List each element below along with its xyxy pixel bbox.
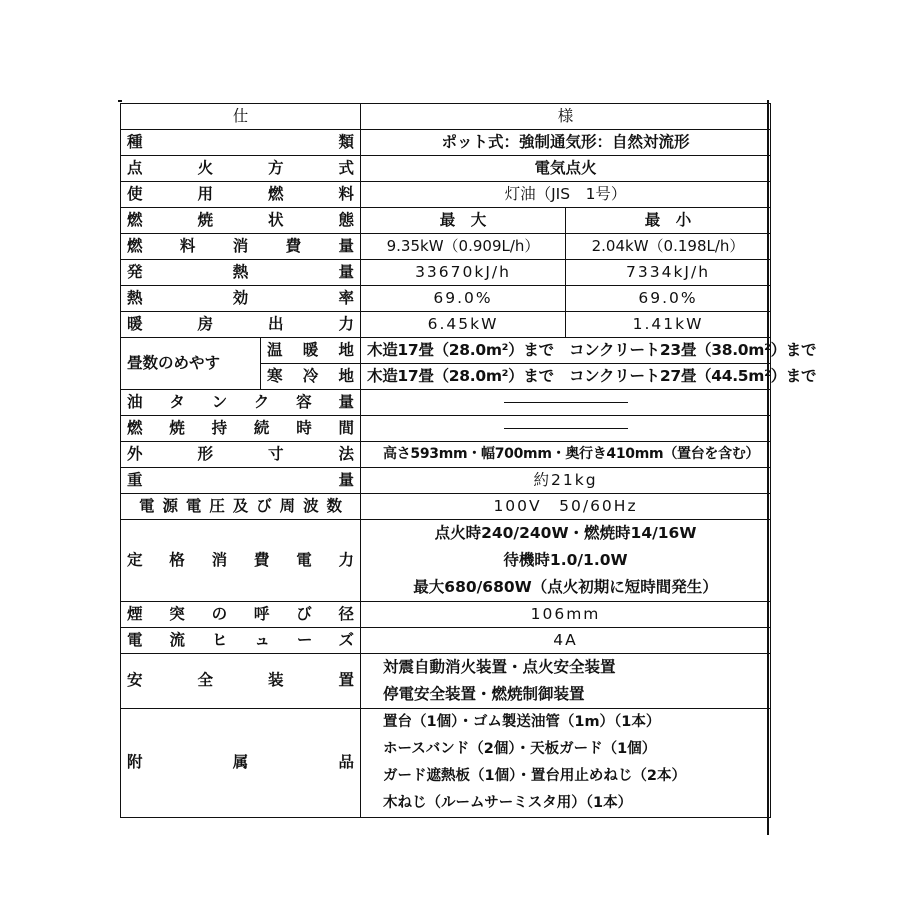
- dash-line: [504, 428, 628, 430]
- value-efficiency-max: 69.0%: [361, 286, 566, 312]
- label-dimensions: 外形寸法: [121, 442, 361, 468]
- row-heat-output: [121, 260, 771, 286]
- value-weight: 約21kg: [361, 468, 771, 494]
- row-fuel: [121, 182, 771, 208]
- row-tank: [121, 390, 771, 416]
- label-weight: 重量: [121, 468, 361, 494]
- spec-table: [120, 103, 817, 818]
- accessories-label-char-3: 品: [338, 753, 355, 772]
- value-tank: [361, 390, 771, 416]
- stray-mark: [118, 100, 122, 102]
- safety-line-1: 対震自動消火装置・点火安全装置: [383, 658, 616, 676]
- accessories-line-3: ガード遮熱板（1個）・置台用止めねじ（2本）: [383, 768, 686, 784]
- value-fuel: 灯油（JIS 1号）: [361, 182, 771, 208]
- label-heat-output: 発熱量: [121, 260, 361, 286]
- value-heating-output-max: 6.45kW: [361, 312, 566, 338]
- label-fuel-consumption: 燃料消費量: [121, 234, 361, 260]
- label-kind: 種類: [121, 130, 361, 156]
- row-rated-power: [121, 520, 771, 602]
- value-fuel-consumption-min: 2.04kW（0.198L/h）: [566, 234, 771, 260]
- value-combustion-min: 最 小: [566, 208, 771, 234]
- row-kind: [121, 130, 771, 156]
- label-combustion: 燃焼状態: [121, 208, 361, 234]
- row-safety: [121, 654, 771, 709]
- rated-power-line-1: 点火時240/240W・燃焼時14/16W: [434, 524, 697, 542]
- label-fuse: 電流ヒューズ: [121, 628, 361, 654]
- row-fuel-consumption: [121, 234, 771, 260]
- value-power-supply: 100V 50/60Hz: [361, 494, 771, 520]
- label-burn-time: 燃焼持続時間: [121, 416, 361, 442]
- safety-line-2: 停電安全装置・燃焼制御装置: [383, 685, 585, 703]
- value-burn-time: [361, 416, 771, 442]
- label-ignition: 点火方式: [121, 156, 361, 182]
- value-dimensions: 高さ593mm・幅700mm・奥行き410mm（置台を含む）: [361, 442, 771, 468]
- accessories-label-char-1: 附: [127, 753, 143, 772]
- label-rated-power: 定格消費電力: [121, 520, 361, 602]
- row-burn-time: [121, 416, 771, 442]
- row-efficiency: [121, 286, 771, 312]
- accessories-label-char-2: 属: [232, 753, 249, 772]
- row-dimensions: [121, 442, 771, 468]
- value-combustion-max: 最 大: [361, 208, 566, 234]
- value-rated-power: [361, 520, 771, 602]
- value-heat-output-min: 7334kJ/h: [566, 260, 771, 286]
- accessories-line-2: ホースバンド（2個）・天板ガード（1個）: [383, 741, 657, 757]
- header-spec-left: 仕: [121, 104, 361, 130]
- label-heating-output: 暖房出力: [121, 312, 361, 338]
- rated-power-line-2: 待機時1.0/1.0W: [503, 551, 628, 569]
- value-warm-region: 木造17畳（28.0m²）まで コンクリート23畳（38.0m²）まで: [361, 338, 771, 364]
- label-cold-region: 寒冷地: [261, 364, 361, 390]
- row-fuse: [121, 628, 771, 654]
- header-spec-right: 様: [361, 104, 771, 130]
- value-ignition: 電気点火: [361, 156, 771, 182]
- row-accessories: [121, 709, 771, 818]
- label-tank: 油タンク容量: [121, 390, 361, 416]
- label-safety: 安全装置: [121, 654, 361, 709]
- value-accessories: [361, 709, 771, 818]
- label-room-guide: 畳数のめやす: [121, 338, 261, 390]
- value-kind: ポット式：強制通気形：自然対流形: [361, 130, 771, 156]
- accessories-line-1: 置台（1個）・ゴム製送油管（1m）（1本）: [383, 714, 661, 730]
- value-efficiency-min: 69.0%: [566, 286, 771, 312]
- value-safety: [361, 654, 771, 709]
- label-power-supply: 電源電圧及び周波数: [121, 494, 361, 520]
- label-flue: 煙突の呼び径: [121, 602, 361, 628]
- value-fuel-consumption-max: 9.35kW（0.909L/h）: [361, 234, 566, 260]
- label-fuel: 使用燃料: [121, 182, 361, 208]
- value-heating-output-min: 1.41kW: [566, 312, 771, 338]
- label-accessories: [121, 709, 361, 818]
- accessories-line-4: 木ねじ（ルームサーミスタ用）（1本）: [383, 795, 633, 811]
- value-fuse: 4A: [361, 628, 771, 654]
- label-efficiency: 熱効率: [121, 286, 361, 312]
- row-room-guide-warm: [121, 338, 771, 364]
- row-heating-output: [121, 312, 771, 338]
- row-weight: [121, 468, 771, 494]
- row-flue: [121, 602, 771, 628]
- value-cold-region: 木造17畳（28.0m²）まで コンクリート27畳（44.5m²）まで: [361, 364, 771, 390]
- value-heat-output-max: 33670kJ/h: [361, 260, 566, 286]
- value-flue: 106mm: [361, 602, 771, 628]
- header-row: [121, 104, 771, 130]
- dash-line: [504, 402, 628, 404]
- row-power-supply: [121, 494, 771, 520]
- rated-power-line-3: 最大680/680W（点火初期に短時間発生）: [413, 578, 718, 596]
- row-ignition: [121, 156, 771, 182]
- label-warm-region: 温暖地: [261, 338, 361, 364]
- row-combustion: [121, 208, 771, 234]
